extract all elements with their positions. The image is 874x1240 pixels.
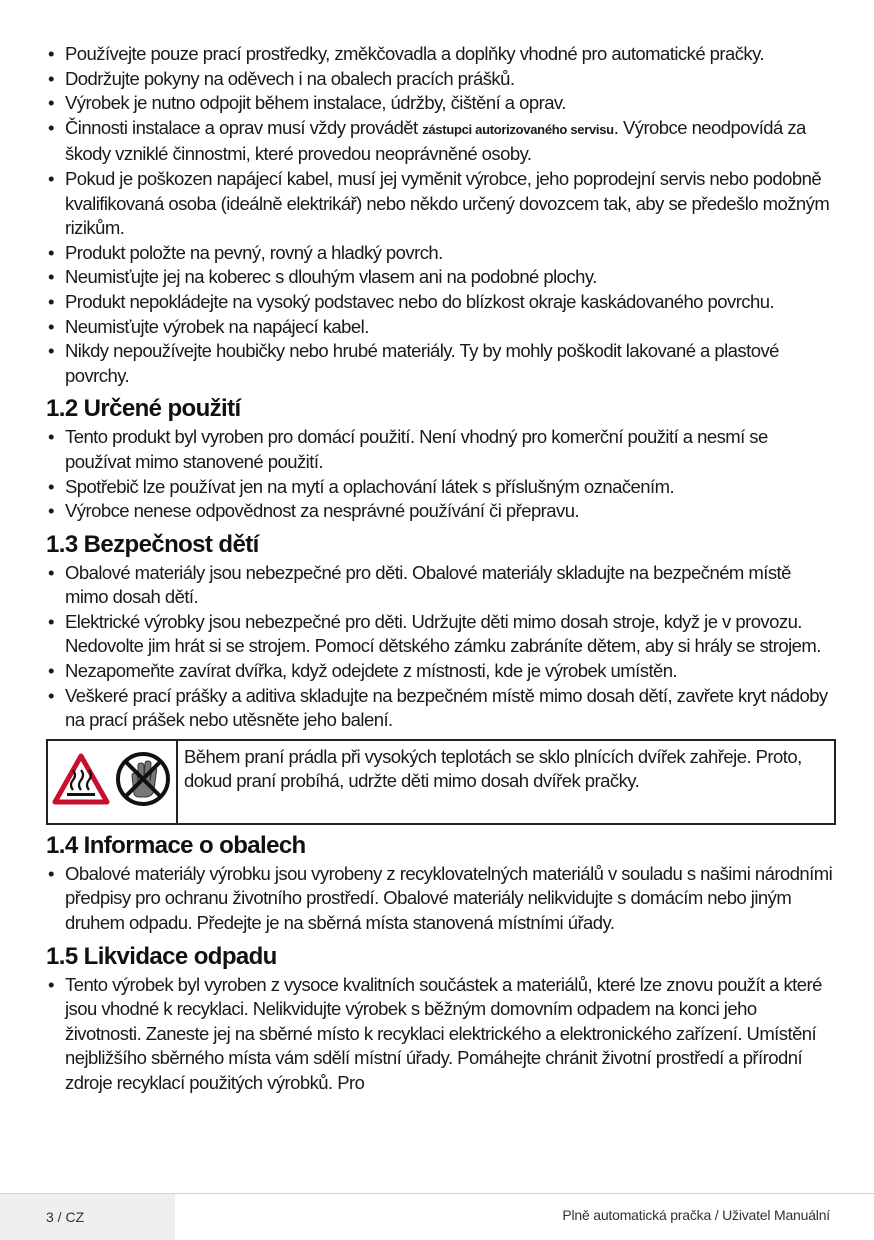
section-1-4-bullet-list <box>46 862 836 936</box>
section-heading-1-2: 1.2 Určené použití <box>46 395 241 423</box>
section-1-3-bullet-list <box>46 561 836 733</box>
list-item: • Elektrické výrobky jsou nebezpečné pro děti. Udržujte děti mimo dosah stroje, když je v provozu. Nedovolte jim hrát si se strojem. Pomocí dětského zámku zabráníte dětem, aby si hrály se strojem. <box>46 610 836 659</box>
section-heading-1-5: 1.5 Likvidace odpadu <box>46 942 277 970</box>
list-item: • Produkt položte na pevný, rovný a hladký povrch. <box>46 241 836 266</box>
intro-bullet-list <box>46 42 836 388</box>
list-item: • Neumisťujte jej na koberec s dlouhým vlasem ani na podobné plochy. <box>46 265 836 290</box>
section-1-2-bullet-list <box>46 425 836 523</box>
list-item: • Veškeré prací prášky a aditiva skladujte na bezpečném místě mimo dosah dětí, zavřete kryt nádoby na prací prášek nebo utěsněte jeho balení. <box>46 684 836 733</box>
list-item: • Obalové materiály jsou nebezpečné pro děti. Obalové materiály skladujte na bezpečném místě mimo dosah dětí. <box>46 561 836 610</box>
list-item: • Neumisťujte výrobek na napájecí kabel. <box>46 315 836 340</box>
list-item: • Pokud je poškozen napájecí kabel, musí jej vyměnit výrobce, jeho poprodejní servis nebo podobně kvalifikovaná osoba (ideálně elektrikář) nebo někdo určený dovozcem tak, aby se předešlo možným rizikům. <box>46 167 836 241</box>
page-footer <box>0 1193 874 1240</box>
warning-icons <box>48 741 178 823</box>
list-item: • Produkt nepokládejte na vysoký podstavec nebo do blízkost okraje kaskádovaného povrchu. <box>46 290 836 315</box>
list-item <box>46 116 836 167</box>
list-item: • Výrobek je nutno odpojit během instalace, údržby, čištění a oprav. <box>46 91 836 116</box>
section-1-5-bullet-list <box>46 973 836 1096</box>
hot-door-warning-box <box>46 739 836 825</box>
list-item: • Používejte pouze prací prostředky, změkčovadla a doplňky vhodné pro automatické pračky. <box>46 42 836 67</box>
list-item: • Nikdy nepoužívejte houbičky nebo hrubé materiály. Ty by mohly poškodit lakované a plastové povrchy. <box>46 339 836 388</box>
list-item: • Nezapomeňte zavírat dvířka, když odejdete z místnosti, kde je výrobek umístěn. <box>46 659 836 684</box>
warning-text: Během praní prádla při vysokých teplotách se sklo plnících dvířek zahřeje. Proto, dokud praní probíhá, udržte děti mimo dosah dvířek pračky. <box>184 745 802 792</box>
hot-surface-warning-icon <box>52 753 110 810</box>
authorized-service-emphasis: zástupci autorizovaného servisu <box>422 121 614 137</box>
section-heading-1-4: 1.4 Informace o obalech <box>46 831 306 859</box>
text-span: Činnosti instalace a oprav musí vždy provádět <box>65 116 423 138</box>
list-item: • Dodržujte pokyny na oděvech i na obalech pracích prášků. <box>46 67 836 92</box>
list-item: • Tento výrobek byl vyroben z vysoce kvalitních součástek a materiálů, které lze znovu použít a které jsou vhodné k recyklaci. Nelikvidujte výrobek s běžným domovním odpadem na konci jeho životnosti. Zaneste jej na sběrné místo k recyklaci elektrického a elektronického zařízení. Umístění nejbližšího sběrného místa vám sdělí místní úřady. Pomáhejte chránit životní prostředí a přírodní zdroje recyklací použitých výrobků. Pro <box>46 973 836 1096</box>
manual-title: Plně automatická pračka / Uživatel Manuální <box>562 1207 830 1223</box>
list-item: • Obalové materiály výrobku jsou vyrobeny z recyklovatelných materiálů v souladu s našimi národními předpisy pro ochranu životního prostředí. Obalové materiály nelikvidujte s domácím nebo jiným druhem odpadu. Předejte je na sběrná místa stanovená místními úřady. <box>46 862 836 936</box>
list-item: • Spotřebič lze používat jen na mytí a oplachování látek s příslušným označením. <box>46 475 836 500</box>
list-item: • Výrobce nenese odpovědnost za nesprávné používání či přepravu. <box>46 499 836 524</box>
text-span: . Výrobce neodpovídá za škody vzniklé činnostmi, které provedou neoprávněné osoby. <box>65 116 806 165</box>
manual-page-content <box>46 42 836 1096</box>
page-number: 3 / CZ <box>0 1194 175 1240</box>
no-hand-touch-icon <box>114 750 172 813</box>
section-heading-1-3: 1.3 Bezpečnost dětí <box>46 530 259 558</box>
list-item: • Tento produkt byl vyroben pro domácí použití. Není vhodný pro komerční použití a nesmí se používat mimo stanovené použití. <box>46 425 836 474</box>
